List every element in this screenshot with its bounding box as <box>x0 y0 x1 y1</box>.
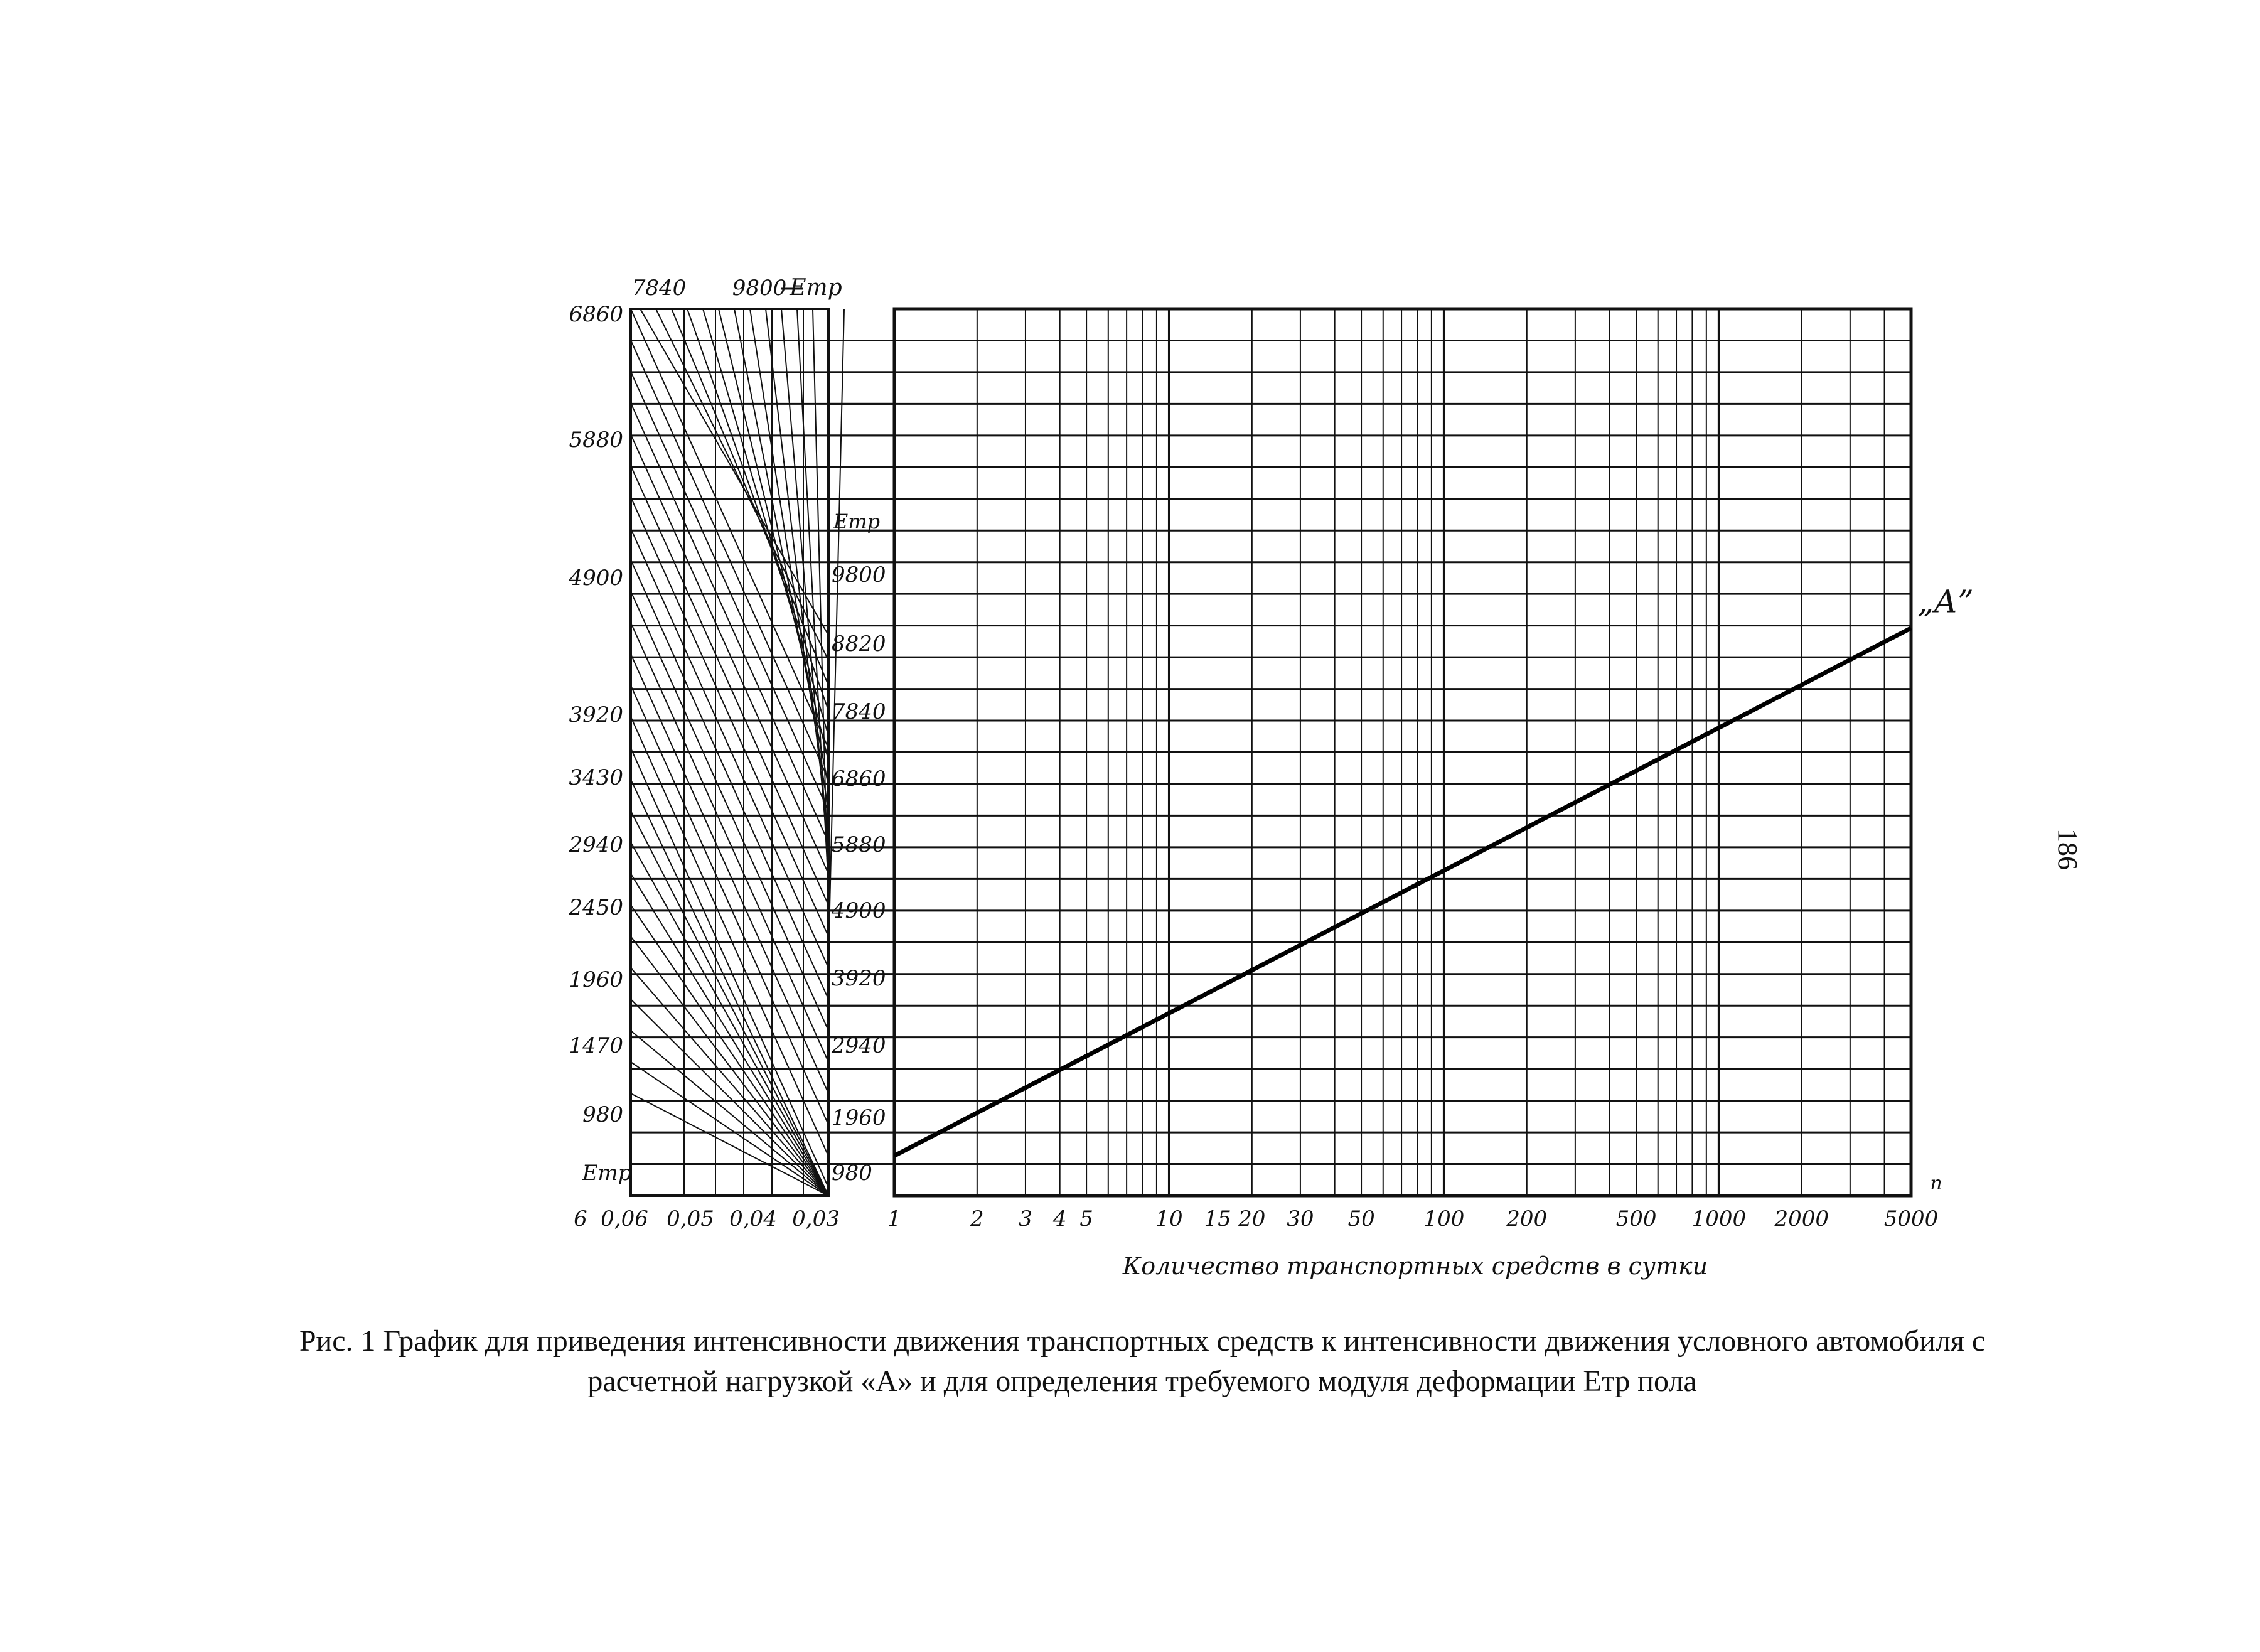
x-tick-label: 5 <box>1079 1206 1093 1231</box>
top-axis-label: Eтр <box>790 275 842 301</box>
middle-axis-label: Eтр <box>833 510 881 534</box>
left-axis-tick: 980 <box>582 1102 623 1127</box>
hatch-line <box>631 309 828 748</box>
caption-text-1: График для приведения интенсивности движения транспортных средств к интенсивности движения условного автомобиля с <box>383 1324 1986 1358</box>
x-tick-label: 2000 <box>1774 1206 1829 1231</box>
x-axis-title: Количество транспортных средств в сутки <box>1122 1252 1708 1280</box>
left-axis-label: Eтр <box>582 1161 632 1186</box>
middle-axis-tick: 3920 <box>832 966 886 991</box>
x-tick-label: 1 <box>887 1206 901 1231</box>
bottom-left-tick: 0,03 <box>792 1206 840 1231</box>
middle-axis-tick: 5880 <box>832 832 886 857</box>
top-axis-tick: 7840 <box>631 276 687 301</box>
left-axis-tick: 2450 <box>569 895 623 920</box>
middle-axis-tick: 980 <box>832 1161 872 1186</box>
hatch-line <box>631 434 828 874</box>
hatch-line <box>631 340 828 780</box>
bottom-left-tick: 0,05 <box>667 1206 714 1231</box>
bottom-left-tick: 6 <box>574 1206 587 1231</box>
caption-line-1 <box>188 1321 2096 1361</box>
hatch-line <box>631 936 828 1196</box>
hatch-line <box>687 309 828 711</box>
hatch-line <box>631 874 828 1196</box>
left-axis-tick: 3430 <box>569 765 623 790</box>
x-tick-label: 100 <box>1423 1206 1465 1231</box>
hatch-line <box>631 842 828 1196</box>
x-tick-label: 10 <box>1155 1206 1183 1231</box>
left-axis-tick: 4900 <box>569 566 623 591</box>
x-unit-label: n <box>1930 1172 1942 1194</box>
middle-axis-tick: 1960 <box>832 1105 886 1130</box>
top-axis-tick: 9800 <box>732 276 787 301</box>
x-tick-label: 200 <box>1506 1206 1548 1231</box>
series-line-A <box>894 628 1911 1156</box>
x-tick-label: 3 <box>1019 1206 1032 1231</box>
caption-prefix: Рис. 1 <box>299 1324 383 1358</box>
middle-axis-tick: 7840 <box>832 699 886 724</box>
middle-axis-tick: 6860 <box>832 766 886 791</box>
x-tick-label: 30 <box>1287 1206 1314 1231</box>
caption-line-2: расчетной нагрузкой «А» и для определения требуемого модуля деформации Eтр пола <box>587 1365 1697 1398</box>
left-axis-tick: 6860 <box>569 302 623 327</box>
x-tick-label: 15 <box>1204 1206 1231 1231</box>
x-tick-label: 50 <box>1347 1206 1375 1231</box>
middle-axis-tick: 2940 <box>832 1033 886 1058</box>
hatch-line <box>631 748 828 1188</box>
x-tick-label: 4 <box>1052 1206 1067 1231</box>
x-tick-label: 5000 <box>1883 1206 1939 1231</box>
x-tick-label: 2 <box>970 1206 984 1231</box>
hatch-line <box>813 309 828 911</box>
middle-axis-tick: 9800 <box>832 562 886 587</box>
hatch-line <box>631 811 828 1196</box>
x-tick-label: 20 <box>1238 1206 1266 1231</box>
hatch-line <box>797 309 828 886</box>
figure-caption <box>188 1321 2096 1402</box>
bottom-left-tick: 0,06 <box>601 1206 648 1231</box>
x-tick-label: 500 <box>1615 1206 1657 1231</box>
left-axis-tick: 1960 <box>569 967 623 992</box>
x-tick-label: 1000 <box>1691 1206 1747 1231</box>
middle-axis-tick: 8820 <box>832 631 886 657</box>
left-axis-tick: 2940 <box>569 832 623 857</box>
left-axis-tick: 1470 <box>569 1033 623 1058</box>
hatch-line <box>631 466 828 905</box>
hatch-line <box>631 1031 828 1196</box>
series-label-A: „А” <box>1917 583 1974 620</box>
hatch-line <box>672 309 828 685</box>
left-axis-tick: 3920 <box>569 702 623 727</box>
left-axis-tick: 5880 <box>569 427 623 453</box>
hatch-line <box>631 905 828 1196</box>
bottom-left-tick: 0,04 <box>729 1206 777 1231</box>
page-number: 186 <box>2052 829 2083 870</box>
hatch-line <box>631 1093 828 1196</box>
middle-axis-tick: 4900 <box>832 898 886 923</box>
hatch-line <box>631 717 828 1156</box>
